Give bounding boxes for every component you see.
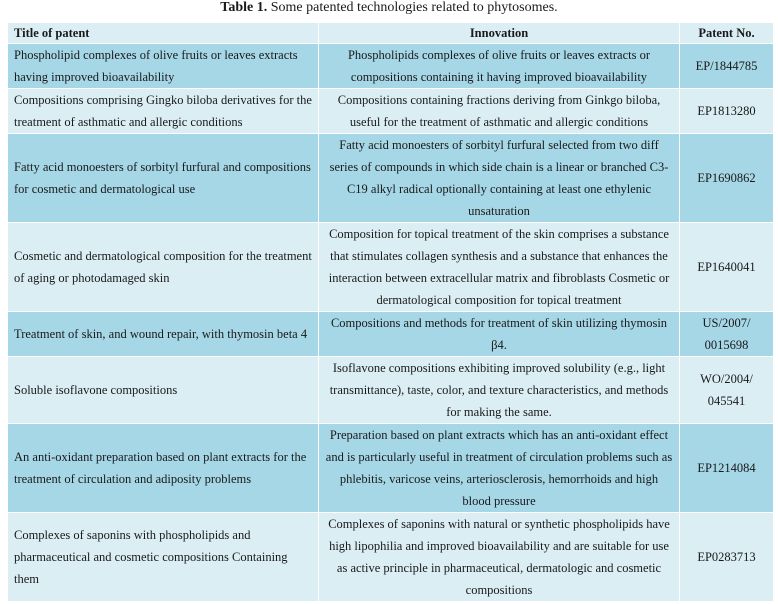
table-header-row: [8, 23, 774, 44]
patents-table: [7, 22, 774, 602]
table-row: [8, 424, 774, 513]
cell-title: Treatment of skin, and wound repair, with thymosin beta 4: [8, 312, 319, 357]
table-row: [8, 89, 774, 134]
header-innovation: Innovation: [319, 23, 680, 44]
cell-title: Complexes of saponins with phospholipids and pharmaceutical and cosmetic compositions Containing them: [8, 513, 319, 602]
caption-label: Table 1.: [220, 0, 268, 15]
cell-title: Cosmetic and dermatological composition for the treatment of aging or photodamaged skin: [8, 223, 319, 312]
header-title: Title of patent: [8, 23, 319, 44]
cell-innovation: Composition for topical treatment of the skin comprises a substance that stimulates collagen synthesis and a substance that enhances the interaction between extracellular matrix and fibroblasts Cosmetic or dermatological composition for topical treatment: [319, 223, 680, 312]
cell-innovation: Complexes of saponins with natural or synthetic phospholipids have high lipophilia and improved bioavailability and are suitable for use as active principle in pharmaceutical, dermatologic and cosmetic compositions: [319, 513, 680, 602]
table-row: [8, 312, 774, 357]
table-row: [8, 357, 774, 424]
cell-innovation: Preparation based on plant extracts which has an anti-oxidant effect and is particularly useful in treatment of circulation problems such as phlebitis, varicose veins, arteriosclerosis, hemorrhoids and high blood pressure: [319, 424, 680, 513]
header-patent-no: Patent No.: [680, 23, 774, 44]
cell-patent-no: EP1214084: [680, 424, 774, 513]
cell-patent-no: EP1690862: [680, 134, 774, 223]
cell-innovation: Fatty acid monoesters of sorbityl furfural selected from two diff series of compounds in which side chain is a linear or branched C3-C19 alkyl radical optionally containing at least one ethylenic unsaturation: [319, 134, 680, 223]
table-row: [8, 134, 774, 223]
cell-innovation: Compositions and methods for treatment of skin utilizing thymosin β4.: [319, 312, 680, 357]
table-row: [8, 44, 774, 89]
cell-patent-no: EP0283713: [680, 513, 774, 602]
cell-patent-no: WO/2004/ 045541: [680, 357, 774, 424]
cell-title: Compositions comprising Gingko biloba derivatives for the treatment of asthmatic and allergic conditions: [8, 89, 319, 134]
caption-text: Some patented technologies related to phytosomes.: [267, 0, 558, 15]
cell-innovation: Compositions containing fractions deriving from Ginkgo biloba, useful for the treatment of asthmatic and allergic conditions: [319, 89, 680, 134]
cell-patent-no: EP1813280: [680, 89, 774, 134]
cell-title: Fatty acid monoesters of sorbityl furfural and compositions for cosmetic and dermatological use: [8, 134, 319, 223]
cell-title: Soluble isoflavone compositions: [8, 357, 319, 424]
table-caption: [0, 0, 778, 16]
table-row: [8, 223, 774, 312]
cell-title: An anti-oxidant preparation based on plant extracts for the treatment of circulation and adiposity problems: [8, 424, 319, 513]
cell-title: Phospholipid complexes of olive fruits or leaves extracts having improved bioavailability: [8, 44, 319, 89]
cell-patent-no: EP/1844785: [680, 44, 774, 89]
cell-patent-no: US/2007/ 0015698: [680, 312, 774, 357]
table-row: [8, 513, 774, 602]
cell-innovation: Phospholipids complexes of olive fruits or leaves extracts or compositions containing it having improved bioavailability: [319, 44, 680, 89]
cell-patent-no: EP1640041: [680, 223, 774, 312]
cell-innovation: Isoflavone compositions exhibiting improved solubility (e.g., light transmittance), taste, color, and texture characteristics, and methods for making the same.: [319, 357, 680, 424]
